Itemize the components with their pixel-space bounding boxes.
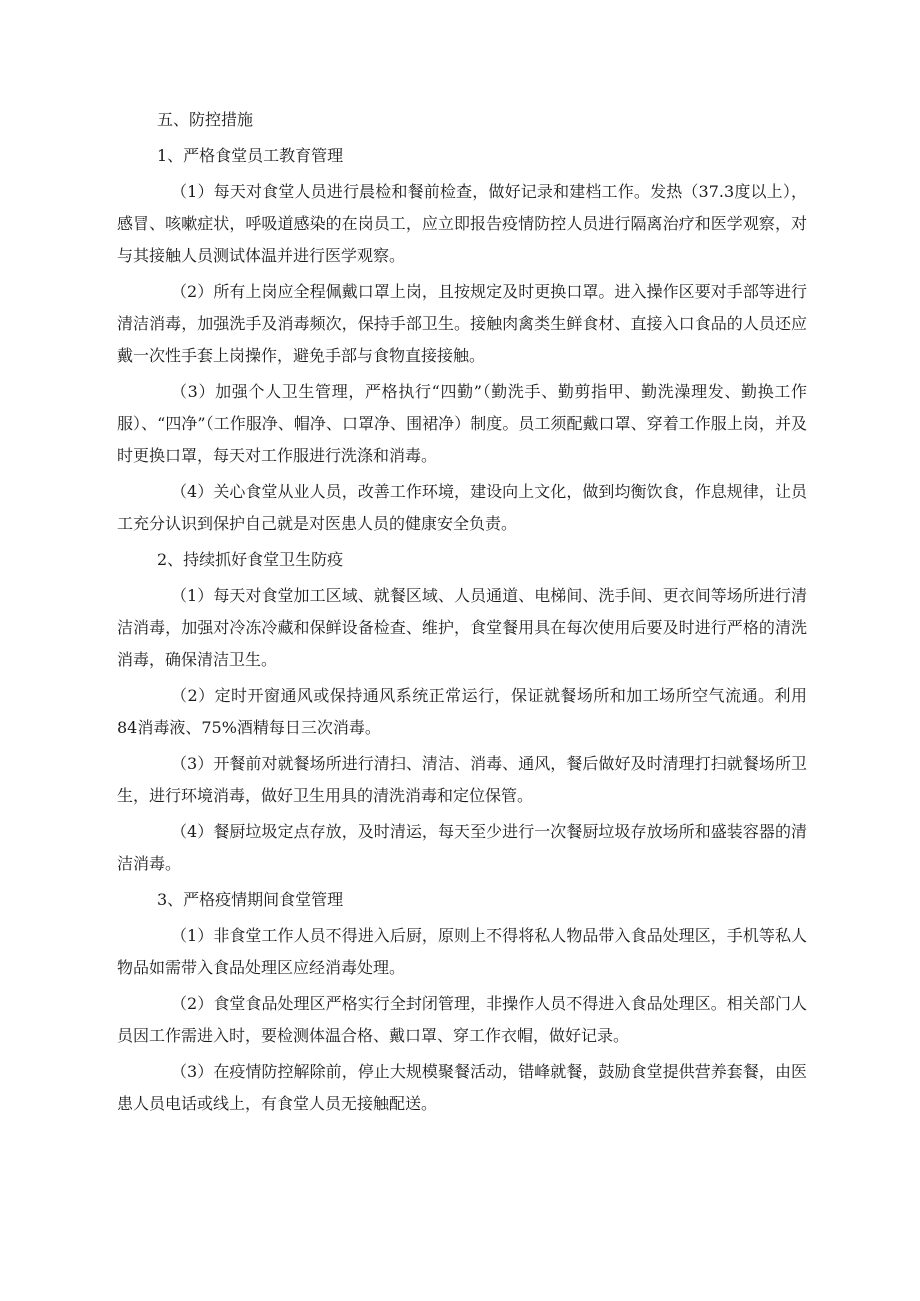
paragraph-2-4: （4）餐厨垃圾定点存放，及时清运，每天至少进行一次餐厨垃圾存放场所和盛装容器的清洁消毒。 <box>117 822 807 873</box>
paragraph-3-3: （3）在疫情防控解除前，停止大规模聚餐活动，错峰就餐，鼓励食堂提供营养套餐，由医患人员电话或线上，有食堂人员无接触配送。 <box>117 1062 807 1113</box>
paragraph-2-1: （1）每天对食堂加工区域、就餐区域、人员通道、电梯间、洗手间、更衣间等场所进行清洁消毒，加强对冷冻冷藏和保鲜设备检查、维护，食堂餐用具在每次使用后要及时进行严格的清洗消毒，确保清洁卫生。 <box>117 586 807 669</box>
subsection-heading-1: 1、严格食堂员工教育管理 <box>157 146 344 165</box>
paragraph-2-3: （3）开餐前对就餐场所进行清扫、清洁、消毒、通风，餐后做好及时清理打扫就餐场所卫生，进行环境消毒，做好卫生用具的清洗消毒和定位保管。 <box>117 754 807 805</box>
document-body <box>117 104 807 1124</box>
subsection-heading-3: 3、严格疫情期间食堂管理 <box>157 890 344 909</box>
subsection-heading-2: 2、持续抓好食堂卫生防疫 <box>157 550 344 569</box>
section-title: 五、防控措施 <box>157 110 254 129</box>
paragraph-1-3: （3）加强个人卫生管理，严格执行“四勤”（勤洗手、勤剪指甲、勤洗澡理发、勤换工作服）、“四净”（工作服净、帽净、口罩净、围裙净）制度。员工须配戴口罩、穿着工作服上岗，并及时更换口罩，每天对工作服进行洗涤和消毒。 <box>117 382 807 465</box>
paragraph-1-1: （1）每天对食堂人员进行晨检和餐前检查，做好记录和建档工作。发热（37.3度以上），感冒、咳嗽症状，呼吸道感染的在岗员工，应立即报告疫情防控人员进行隔离治疗和医学观察，对与其接触人员测试体温并进行医学观察。 <box>117 182 807 265</box>
paragraph-1-4: （4）关心食堂从业人员，改善工作环境，建设向上文化，做到均衡饮食，作息规律，让员工充分认识到保护自己就是对医患人员的健康安全负责。 <box>117 482 807 533</box>
paragraph-3-1: （1）非食堂工作人员不得进入后厨，原则上不得将私人物品带入食品处理区，手机等私人物品如需带入食品处理区应经消毒处理。 <box>117 926 807 977</box>
paragraph-1-2: （2）所有上岗应全程佩戴口罩上岗，且按规定及时更换口罩。进入操作区要对手部等进行清洁消毒，加强洗手及消毒频次，保持手部卫生。接触肉禽类生鲜食材、直接入口食品的人员还应戴一次性手套上岗操作，避免手部与食物直接接触。 <box>117 282 807 365</box>
paragraph-3-2: （2）食堂食品处理区严格实行全封闭管理，非操作人员不得进入食品处理区。相关部门人员因工作需进入时，要检测体温合格、戴口罩、穿工作衣帽，做好记录。 <box>117 994 807 1045</box>
paragraph-2-2: （2）定时开窗通风或保持通风系统正常运行，保证就餐场所和加工场所空气流通。利用84消毒液、75%酒精每日三次消毒。 <box>117 686 807 737</box>
